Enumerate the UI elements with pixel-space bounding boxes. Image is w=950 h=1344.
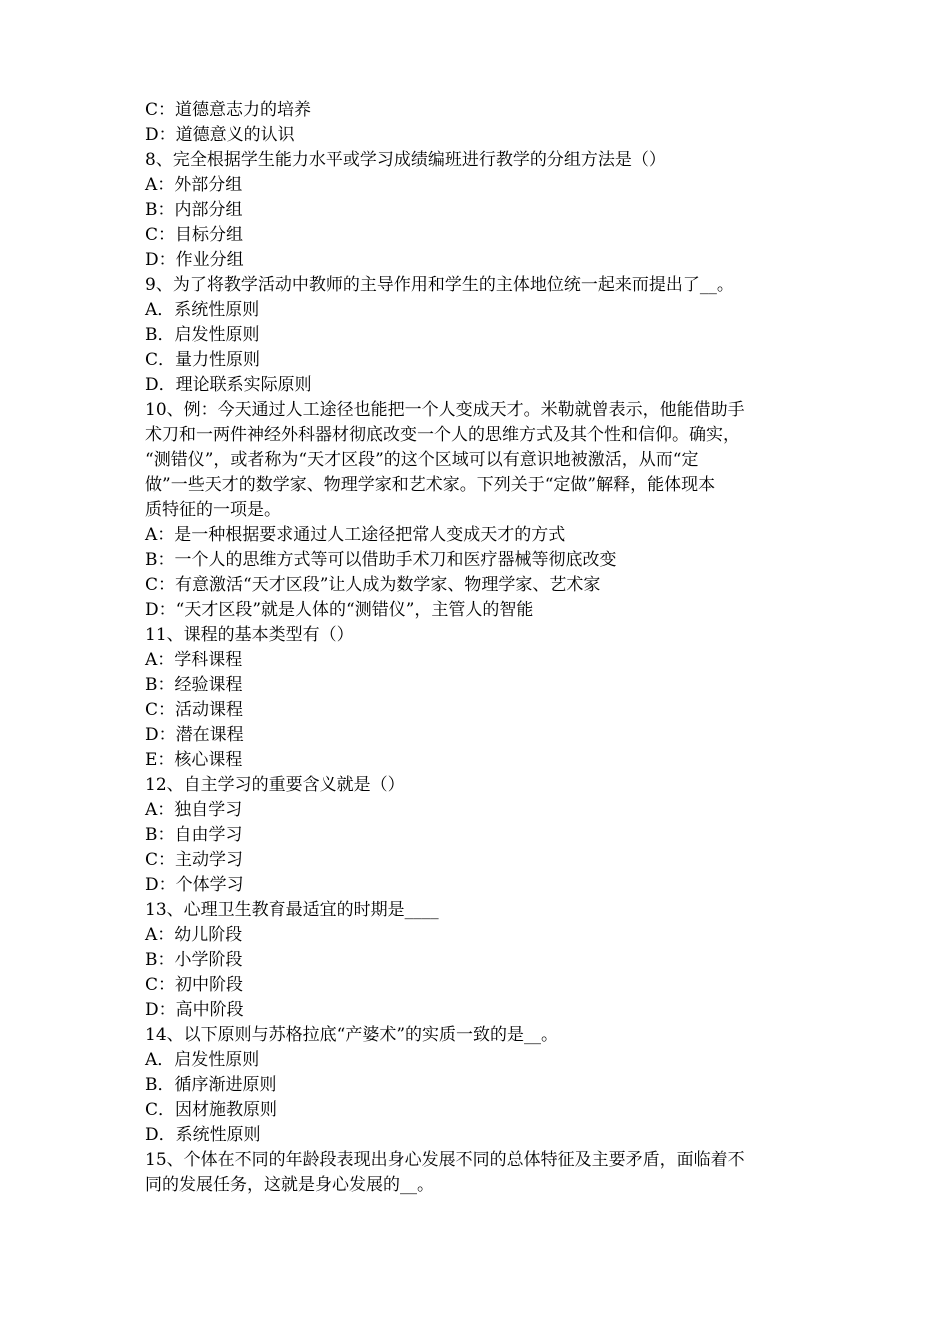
question-11: 11、课程的基本类型有（）	[145, 625, 354, 645]
q13-option-a: A：幼儿阶段	[145, 925, 243, 945]
question-10-line-1: 10、例：今天通过人工途径也能把一个人变成天才。米勒就曾表示，他能借助手	[145, 400, 745, 420]
text-line-d-moral-meaning: D：道德意义的认识	[145, 125, 295, 145]
q11-option-e: E：核心课程	[145, 750, 243, 770]
q8-option-d: D：作业分组	[145, 250, 244, 270]
q9-option-a: A．系统性原则	[145, 300, 260, 320]
q11-option-a: A：学科课程	[145, 650, 243, 670]
q12-option-c: C：主动学习	[145, 850, 244, 870]
q14-option-c: C．因材施教原则	[145, 1100, 278, 1120]
q9-option-d: D．理论联系实际原则	[145, 375, 312, 395]
question-12: 12、自主学习的重要含义就是（）	[145, 775, 405, 795]
q10-option-d: D：“天才区段”就是人体的“测错仪”，主管人的智能	[145, 600, 534, 620]
q11-option-b: B：经验课程	[145, 675, 243, 695]
question-10-line-2: 术刀和一两件神经外科器材彻底改变一个人的思维方式及其个性和信仰。确实，	[145, 425, 740, 445]
q8-option-a: A：外部分组	[145, 175, 243, 195]
q13-option-c: C：初中阶段	[145, 975, 244, 995]
q10-option-a: A：是一种根据要求通过人工途径把常人变成天才的方式	[145, 525, 566, 545]
q14-option-b: B．循序渐进原则	[145, 1075, 277, 1095]
q8-option-c: C：目标分组	[145, 225, 244, 245]
question-15-line-2: 同的发展任务，这就是身心发展的__。	[145, 1175, 434, 1195]
question-13: 13、心理卫生教育最适宜的时期是____	[145, 900, 439, 920]
q9-option-b: B．启发性原则	[145, 325, 260, 345]
q11-option-d: D：潜在课程	[145, 725, 244, 745]
question-8: 8、完全根据学生能力水平或学习成绩编班进行教学的分组方法是（）	[145, 150, 666, 170]
question-10-line-3: “测错仪”，或者称为“天才区段”的这个区域可以有意识地被激活，从而“定	[145, 450, 699, 470]
q11-option-c: C：活动课程	[145, 700, 244, 720]
document-page	[145, 98, 815, 1198]
question-9: 9、为了将教学活动中教师的主导作用和学生的主体地位统一起来而提出了__。	[145, 275, 734, 295]
q14-option-d: D．系统性原则	[145, 1125, 261, 1145]
q10-option-c: C：有意激活“天才区段”让人成为数学家、物理学家、艺术家	[145, 575, 601, 595]
q13-option-b: B：小学阶段	[145, 950, 243, 970]
q12-option-a: A：独自学习	[145, 800, 243, 820]
q13-option-d: D：高中阶段	[145, 1000, 244, 1020]
q9-option-c: C．量力性原则	[145, 350, 261, 370]
q12-option-d: D：个体学习	[145, 875, 244, 895]
q14-option-a: A．启发性原则	[145, 1050, 260, 1070]
text-line-c-moral-will: C：道德意志力的培养	[145, 100, 312, 120]
q12-option-b: B：自由学习	[145, 825, 243, 845]
q10-option-b: B：一个人的思维方式等可以借助手术刀和医疗器械等彻底改变	[145, 550, 617, 570]
question-15-line-1: 15、个体在不同的年龄段表现出身心发展不同的总体特征及主要矛盾，面临着不	[145, 1150, 745, 1170]
question-14: 14、以下原则与苏格拉底“产婆术”的实质一致的是__。	[145, 1025, 559, 1045]
question-10-line-5: 质特征的一项是。	[145, 500, 281, 520]
question-10-line-4: 做”一些天才的数学家、物理学家和艺术家。下列关于“定做”解释，能体现本	[145, 475, 716, 495]
q8-option-b: B：内部分组	[145, 200, 243, 220]
